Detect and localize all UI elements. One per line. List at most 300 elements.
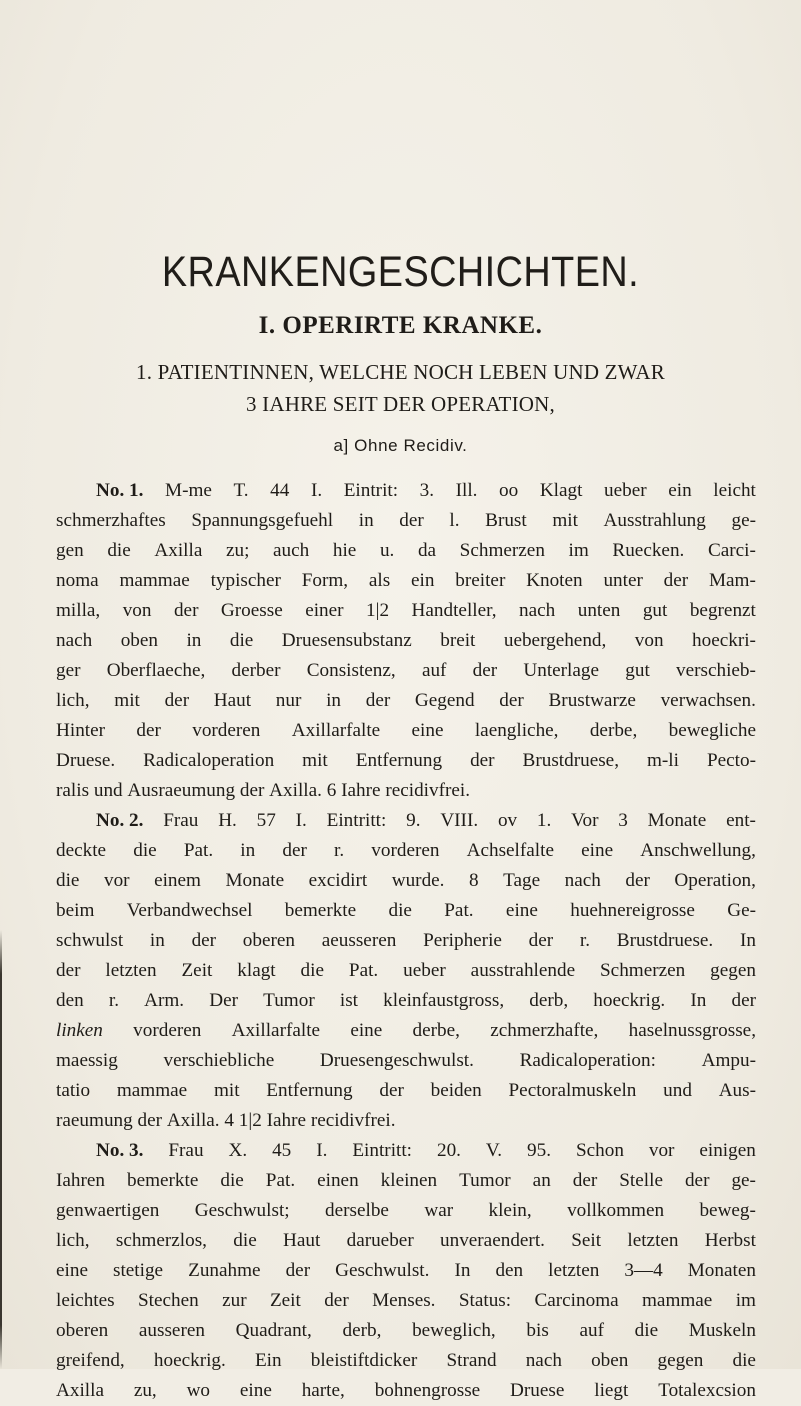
word: stetige bbox=[112, 1260, 164, 1281]
word: 20. bbox=[436, 1140, 461, 1161]
word: in bbox=[358, 510, 374, 531]
word: letzten bbox=[627, 1230, 679, 1251]
word: Tage bbox=[503, 870, 541, 891]
word: die bbox=[220, 1170, 244, 1191]
word: als bbox=[368, 570, 391, 591]
word: Geschwulst; bbox=[194, 1200, 290, 1221]
word: typischer bbox=[210, 570, 281, 591]
word: tatio bbox=[56, 1080, 91, 1101]
word: oberen bbox=[56, 1320, 109, 1341]
word: der bbox=[324, 1290, 349, 1311]
word: Status: bbox=[458, 1290, 512, 1311]
word: recidivfrei. bbox=[385, 780, 471, 801]
word: Frau bbox=[163, 810, 199, 831]
word: I. bbox=[295, 810, 307, 831]
word: mit bbox=[552, 510, 578, 531]
word: der bbox=[239, 780, 270, 801]
word: wurde. bbox=[391, 870, 445, 891]
word: derbe, bbox=[412, 1020, 460, 1041]
word: ger bbox=[56, 660, 81, 681]
word: hoeckrig. bbox=[593, 990, 666, 1011]
word: 57 bbox=[256, 810, 276, 831]
word: deckte bbox=[56, 840, 107, 861]
word: die bbox=[388, 900, 412, 921]
word: ist bbox=[339, 990, 358, 1011]
text-line bbox=[56, 1196, 756, 1226]
word: Pectoralmuskeln bbox=[508, 1080, 637, 1101]
word: einer bbox=[305, 600, 344, 621]
word: beim bbox=[56, 900, 95, 921]
word: Anschwellung, bbox=[640, 840, 756, 861]
word: uebergehend, bbox=[503, 630, 607, 651]
word: ge- bbox=[731, 510, 756, 531]
text-line bbox=[56, 1166, 756, 1196]
word: 8 bbox=[469, 870, 479, 891]
word: Eintrit: bbox=[343, 480, 399, 501]
word: im bbox=[735, 1290, 756, 1311]
word: Haut bbox=[283, 1230, 321, 1251]
word: X. bbox=[228, 1140, 248, 1161]
text-line bbox=[56, 956, 756, 986]
word: 3 bbox=[618, 810, 628, 831]
word: Iahre bbox=[341, 780, 386, 801]
text-line bbox=[56, 596, 756, 626]
word: Axillarfalte bbox=[291, 720, 381, 741]
word: Entfernung bbox=[266, 1080, 353, 1101]
word: verschieb- bbox=[676, 660, 756, 681]
word: Muskeln bbox=[688, 1320, 756, 1341]
word: Schmerzen bbox=[459, 540, 545, 561]
word: Axilla bbox=[56, 1380, 104, 1401]
word: Carcinoma bbox=[534, 1290, 619, 1311]
word: Schmerzen bbox=[600, 960, 686, 981]
page-title: KRANKENGESCHICHTEN. bbox=[161, 248, 640, 296]
case-number: No. 1. bbox=[96, 480, 144, 501]
word: Zeit bbox=[269, 1290, 301, 1311]
word: bemerkte bbox=[126, 1170, 199, 1191]
word: In bbox=[454, 1260, 471, 1281]
word: beweg- bbox=[699, 1200, 756, 1221]
word: 44 bbox=[270, 480, 290, 501]
text-line bbox=[56, 1136, 756, 1166]
text-line bbox=[56, 506, 756, 536]
text-line bbox=[56, 1226, 756, 1256]
word: Ausstrahlung bbox=[603, 510, 706, 531]
word: Tumor bbox=[263, 990, 315, 1011]
word: derselbe bbox=[325, 1200, 389, 1221]
word: Unterlage bbox=[523, 660, 600, 681]
text-line bbox=[56, 566, 756, 596]
word: der bbox=[191, 930, 217, 951]
margin-rule bbox=[0, 930, 2, 1369]
word: Druesengeschwulst. bbox=[319, 1050, 474, 1071]
word: l. bbox=[449, 510, 460, 531]
word: Knoten bbox=[526, 570, 583, 591]
word: auf bbox=[579, 1320, 604, 1341]
word: Ruecken. bbox=[612, 540, 685, 561]
word: derber bbox=[231, 660, 281, 681]
word: 1|2 bbox=[366, 600, 390, 621]
word: Ausraeumung bbox=[127, 780, 240, 801]
word: Stechen bbox=[137, 1290, 199, 1311]
word: der bbox=[470, 750, 495, 771]
word: kleinen bbox=[380, 1170, 438, 1191]
word: Ein bbox=[254, 1350, 282, 1371]
word: oberen bbox=[242, 930, 296, 951]
text-line bbox=[56, 716, 756, 746]
word: aeusseren bbox=[321, 930, 397, 951]
word: Oberflaeche, bbox=[106, 660, 206, 681]
word: schwulst bbox=[56, 930, 124, 951]
word: VIII. bbox=[440, 810, 479, 831]
word: der bbox=[282, 840, 307, 861]
word: Monate bbox=[225, 870, 285, 891]
word: hie bbox=[332, 540, 357, 561]
word: Klagt bbox=[539, 480, 583, 501]
word: und bbox=[663, 1080, 692, 1101]
word: wo bbox=[186, 1380, 211, 1401]
word: der bbox=[379, 1080, 404, 1101]
word: unten bbox=[577, 600, 621, 621]
word: bleistiftdicker bbox=[310, 1350, 418, 1371]
word: Achselfalte bbox=[466, 840, 554, 861]
word: einem bbox=[154, 870, 201, 891]
word: Druese. bbox=[56, 750, 116, 771]
word: raeumung bbox=[56, 1110, 138, 1131]
word: und bbox=[93, 780, 128, 801]
word: begrenzt bbox=[689, 600, 756, 621]
word: der bbox=[572, 1170, 598, 1191]
subsection-heading-line-2: 3 IAHRE SEIT DER OPERATION, bbox=[246, 392, 555, 416]
case-histories-text bbox=[56, 476, 756, 1406]
word: in bbox=[186, 630, 202, 651]
word: maessig bbox=[56, 1050, 118, 1071]
word: Monaten bbox=[687, 1260, 756, 1281]
word: 1. bbox=[536, 810, 552, 831]
word: der bbox=[528, 930, 554, 951]
word: leichtes bbox=[56, 1290, 115, 1311]
word: noma bbox=[56, 570, 99, 591]
word: Brustwarze bbox=[548, 690, 636, 711]
word: Tumor bbox=[459, 1170, 511, 1191]
word: hoeckrig. bbox=[153, 1350, 226, 1371]
word: die bbox=[229, 630, 254, 651]
word: 1|2 bbox=[238, 1110, 267, 1131]
word: r. bbox=[334, 840, 345, 861]
word: auf bbox=[421, 660, 447, 681]
word: ent- bbox=[726, 810, 756, 831]
word: die bbox=[233, 1230, 257, 1251]
text-line bbox=[56, 536, 756, 566]
word: Pat. bbox=[265, 1170, 296, 1191]
text-line bbox=[56, 1316, 756, 1346]
word: ralis bbox=[56, 780, 94, 801]
word: beiden bbox=[430, 1080, 482, 1101]
word: der bbox=[164, 690, 190, 711]
word: Pat. bbox=[348, 960, 379, 981]
word: u. bbox=[379, 540, 395, 561]
word: der bbox=[472, 660, 498, 681]
word: an bbox=[532, 1170, 551, 1191]
word: bis bbox=[526, 1320, 549, 1341]
word: der bbox=[399, 510, 424, 531]
text-line bbox=[56, 806, 756, 836]
case-number: No. 2. bbox=[96, 810, 144, 831]
word: der bbox=[173, 600, 199, 621]
text-line bbox=[56, 626, 756, 656]
word: letzten bbox=[105, 960, 157, 981]
text-line bbox=[56, 1256, 756, 1286]
word: excidirt bbox=[308, 870, 368, 891]
word: verschiebliche bbox=[163, 1050, 275, 1071]
word: I. bbox=[310, 480, 323, 501]
word: Quadrant, bbox=[235, 1320, 312, 1341]
text-line bbox=[56, 1076, 756, 1106]
word: 45 bbox=[272, 1140, 292, 1161]
word: nach bbox=[519, 600, 556, 621]
word: mit bbox=[114, 690, 140, 711]
word: letzten bbox=[548, 1260, 600, 1281]
text-line bbox=[56, 1106, 756, 1136]
word: der bbox=[625, 870, 650, 891]
word: Der bbox=[209, 990, 239, 1011]
word: mammae bbox=[116, 1080, 188, 1101]
word: Form, bbox=[301, 570, 349, 591]
word: Handteller, bbox=[411, 600, 497, 621]
word: eine bbox=[581, 840, 614, 861]
text-line bbox=[56, 926, 756, 956]
word: die bbox=[634, 1320, 659, 1341]
word: in bbox=[240, 840, 256, 861]
word: Iahre bbox=[266, 1110, 311, 1131]
word: V. bbox=[485, 1140, 503, 1161]
text-line bbox=[56, 896, 756, 926]
word: Groesse bbox=[220, 600, 283, 621]
word: nur bbox=[275, 690, 302, 711]
word: ausseren bbox=[138, 1320, 205, 1341]
word: Mam- bbox=[708, 570, 756, 591]
word: Spannungsgefuehl bbox=[191, 510, 334, 531]
word: laengliche, bbox=[474, 720, 559, 741]
word: Peripherie bbox=[423, 930, 502, 951]
word: derbe, bbox=[589, 720, 638, 741]
word: die bbox=[56, 870, 80, 891]
word: klagt bbox=[237, 960, 276, 981]
word: zu; bbox=[225, 540, 250, 561]
word: milla, bbox=[56, 600, 101, 621]
word: 6 bbox=[326, 780, 342, 801]
word: zchmerzhafte, bbox=[490, 1020, 599, 1041]
word: In bbox=[739, 930, 756, 951]
word: den bbox=[495, 1260, 524, 1281]
word: oo bbox=[499, 480, 519, 501]
word: Druese bbox=[510, 1380, 565, 1401]
word: 9. bbox=[406, 810, 421, 831]
word: war bbox=[424, 1200, 454, 1221]
word: oben bbox=[120, 630, 158, 651]
word: Brustdruese, bbox=[522, 750, 619, 771]
word: breiter bbox=[455, 570, 506, 591]
word: Axilla. bbox=[269, 780, 327, 801]
word: H. bbox=[218, 810, 237, 831]
word: nach bbox=[564, 870, 601, 891]
text-line bbox=[56, 1376, 756, 1406]
word: Ge- bbox=[727, 900, 756, 921]
word: M-me bbox=[165, 480, 212, 501]
word: Operation, bbox=[674, 870, 756, 891]
word: Arm. bbox=[144, 990, 185, 1011]
word: der bbox=[365, 690, 391, 711]
word: In bbox=[690, 990, 707, 1011]
word: Hinter bbox=[56, 720, 106, 741]
word: unveraendert. bbox=[440, 1230, 545, 1251]
word: Aus- bbox=[718, 1080, 756, 1101]
word: r. bbox=[579, 930, 591, 951]
subsection-heading-line-1: 1. PATIENTINNEN, WELCHE NOCH LEBEN UND ZWAR bbox=[136, 360, 665, 384]
word: 95. bbox=[527, 1140, 551, 1161]
case-number: No. 3. bbox=[96, 1140, 144, 1161]
word: breit bbox=[440, 630, 476, 651]
word: in bbox=[149, 930, 165, 951]
word: schmerzlos, bbox=[115, 1230, 207, 1251]
word: zur bbox=[222, 1290, 247, 1311]
word: Druesensubstanz bbox=[281, 630, 412, 651]
word: nach bbox=[56, 630, 93, 651]
word: ein bbox=[411, 570, 435, 591]
word: Zunahme bbox=[188, 1260, 261, 1281]
word: vorderen bbox=[192, 720, 261, 741]
word: gen bbox=[56, 540, 84, 561]
text-line bbox=[56, 986, 756, 1016]
word: Stelle bbox=[619, 1170, 663, 1191]
word: einen bbox=[317, 1170, 359, 1191]
word: gegen bbox=[710, 960, 756, 981]
word: ausstrahlende bbox=[470, 960, 576, 981]
word: unter bbox=[603, 570, 643, 591]
word: recidivfrei. bbox=[310, 1110, 396, 1131]
word: Pat. bbox=[444, 900, 474, 921]
word: da bbox=[417, 540, 437, 561]
word: genwaertigen bbox=[56, 1200, 160, 1221]
word: Ill. bbox=[455, 480, 478, 501]
word: der bbox=[285, 1260, 311, 1281]
word: derb, bbox=[529, 990, 569, 1011]
text-line bbox=[56, 686, 756, 716]
word: Axillarfalte bbox=[231, 1020, 321, 1041]
word: die bbox=[300, 960, 324, 981]
word: darueber bbox=[346, 1230, 414, 1251]
word: I. bbox=[316, 1140, 328, 1161]
word: Frau bbox=[168, 1140, 204, 1161]
word: vorderen bbox=[371, 840, 440, 861]
word: der bbox=[56, 960, 81, 981]
word: vor bbox=[648, 1140, 675, 1161]
word: eine bbox=[411, 720, 444, 741]
word: verwachsen. bbox=[660, 690, 756, 711]
word: Monate bbox=[647, 810, 707, 831]
word: bemerkte bbox=[284, 900, 357, 921]
word: der bbox=[137, 1110, 167, 1131]
word: eine bbox=[239, 1380, 272, 1401]
subsubsection-heading: a] Ohne Recidiv. bbox=[333, 436, 468, 455]
word: harte, bbox=[301, 1380, 345, 1401]
word: schmerzhaftes bbox=[56, 510, 166, 531]
word: vollkommen bbox=[567, 1200, 665, 1221]
word: leicht bbox=[713, 480, 756, 501]
word: derb, bbox=[342, 1320, 382, 1341]
text-line bbox=[56, 776, 756, 806]
word: Radicaloperation: bbox=[519, 1050, 656, 1071]
word: lich, bbox=[56, 690, 90, 711]
word: ge- bbox=[731, 1170, 756, 1191]
word: greifend, bbox=[56, 1350, 125, 1371]
word: von bbox=[634, 630, 664, 651]
word: Haut bbox=[213, 690, 252, 711]
word: vorderen bbox=[133, 1020, 202, 1041]
word: eine bbox=[350, 1020, 383, 1041]
word: bewegliche bbox=[668, 720, 756, 741]
word: den bbox=[56, 990, 84, 1011]
word: der bbox=[731, 990, 756, 1011]
word: einigen bbox=[699, 1140, 756, 1161]
word: Gegend bbox=[414, 690, 475, 711]
word: die bbox=[133, 840, 157, 861]
word: lich, bbox=[56, 1230, 90, 1251]
word: von bbox=[122, 600, 152, 621]
word: ov bbox=[497, 810, 518, 831]
word: die bbox=[107, 540, 131, 561]
text-line bbox=[56, 476, 756, 506]
word: Strand bbox=[446, 1350, 497, 1371]
text-line bbox=[56, 836, 756, 866]
word: ueber bbox=[604, 480, 647, 501]
word: 4 bbox=[224, 1110, 239, 1131]
word: mammae bbox=[119, 570, 190, 591]
word: Vor bbox=[571, 810, 599, 831]
word: oben bbox=[591, 1350, 629, 1371]
word: Eintritt: bbox=[352, 1140, 413, 1161]
word: eine bbox=[56, 1260, 88, 1281]
word: huehnereigrosse bbox=[570, 900, 695, 921]
word: Radicaloperation bbox=[143, 750, 275, 771]
text-line bbox=[56, 1016, 756, 1046]
word: Pat. bbox=[183, 840, 214, 861]
word: auch bbox=[273, 540, 310, 561]
word: Zeit bbox=[181, 960, 213, 981]
word: Menses. bbox=[372, 1290, 436, 1311]
text-line bbox=[56, 656, 756, 686]
word: die bbox=[732, 1350, 756, 1371]
word: T. bbox=[233, 480, 249, 501]
word: in bbox=[326, 690, 342, 711]
text-line bbox=[56, 866, 756, 896]
word: haselnussgrosse, bbox=[628, 1020, 756, 1041]
word: der bbox=[136, 720, 161, 741]
word: Seit bbox=[571, 1230, 602, 1251]
word: zu, bbox=[133, 1380, 157, 1401]
word: Totalexcsion bbox=[658, 1380, 756, 1401]
word: eine bbox=[505, 900, 538, 921]
word: Eintritt: bbox=[326, 810, 387, 831]
word: Geschwulst. bbox=[335, 1260, 430, 1281]
word: Pecto- bbox=[706, 750, 756, 771]
word: Axilla bbox=[154, 540, 203, 561]
word: gut bbox=[642, 600, 668, 621]
word: klein, bbox=[488, 1200, 532, 1221]
word: bohnengrosse bbox=[374, 1380, 481, 1401]
word: r. bbox=[108, 990, 119, 1011]
text-line bbox=[56, 1046, 756, 1076]
